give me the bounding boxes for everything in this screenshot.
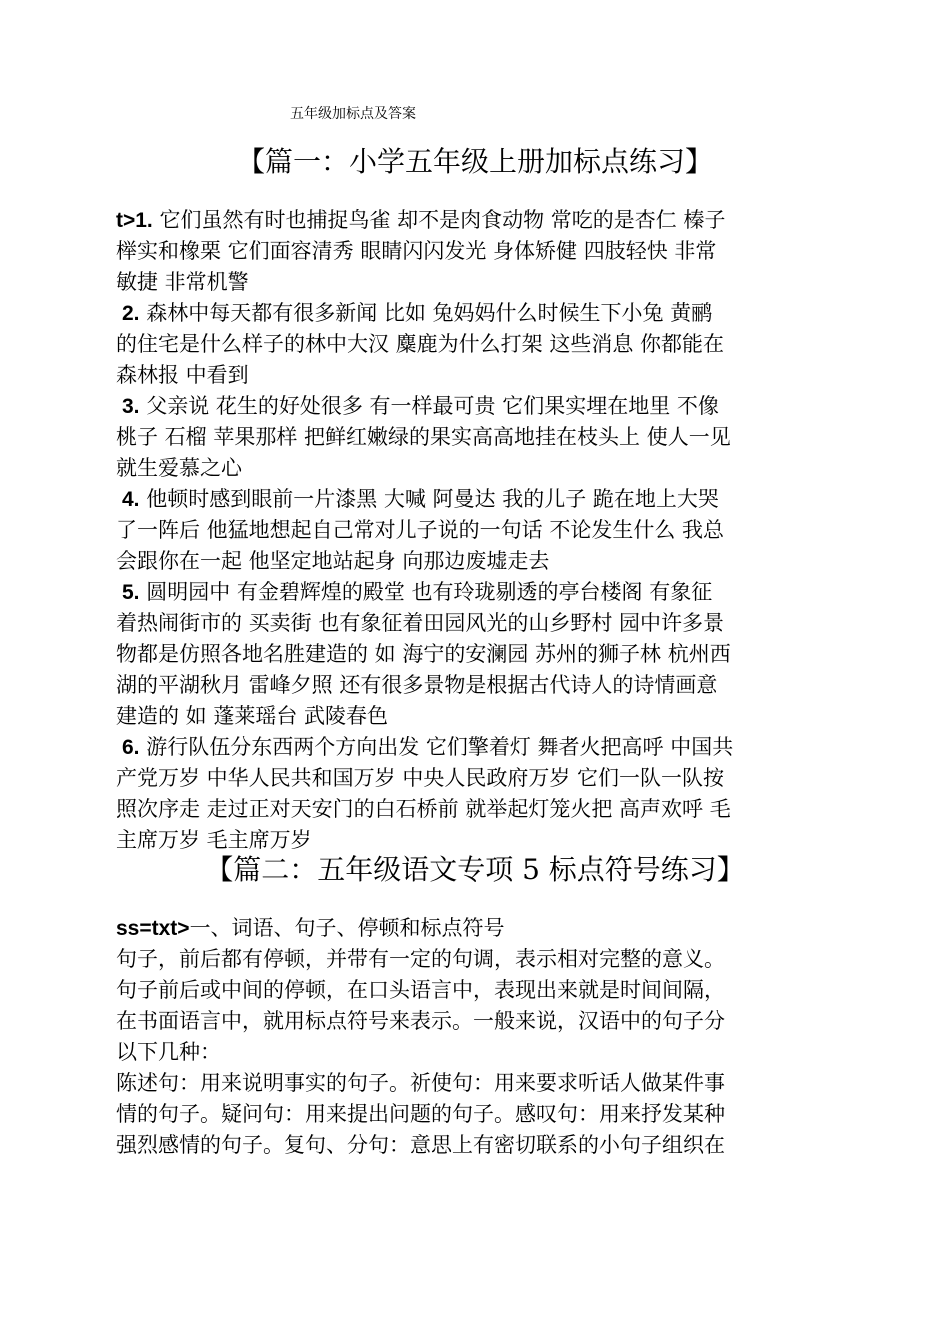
line-text: 父亲说 花生的好处很多 有一样最可贵 它们果实埋在地里 不像	[139, 394, 719, 418]
text-line	[116, 1006, 846, 1037]
text-line	[116, 1130, 846, 1161]
text-line	[116, 484, 846, 515]
line-text: 它们虽然有时也捕捉鸟雀 却不是肉食动物 常吃的是杏仁 榛子	[152, 208, 726, 232]
text-line	[116, 763, 846, 794]
text-line	[116, 1037, 846, 1068]
item-marker: t>1.	[116, 209, 153, 232]
line-text: 着热闹街市的 买卖街 也有象征着田园风光的山乡野村 园中许多景	[116, 611, 725, 635]
line-text: 主席万岁 毛主席万岁	[116, 828, 312, 852]
line-text: 会跟你在一起 他坚定地站起身 向那边废墟走去	[116, 549, 550, 573]
text-line	[116, 267, 846, 298]
line-text: 一、词语、句子、停顿和标点符号	[189, 916, 505, 940]
text-line	[116, 913, 846, 944]
line-text: 桃子 石榴 苹果那样 把鲜红嫩绿的果实高高地挂在枝头上 使人一见	[116, 425, 731, 449]
text-line	[116, 391, 846, 422]
item-marker: 4.	[122, 488, 140, 511]
section-title-1: 【篇一：小学五年级上册加标点练习】	[236, 145, 713, 178]
text-line	[116, 639, 846, 670]
text-line	[116, 546, 846, 577]
line-text: 情的句子。疑问句：用来提出问题的句子。感叹句：用来抒发某种	[116, 1102, 725, 1126]
line-text: 游行队伍分东西两个方向出发 它们擎着灯 舞者火把高呼 中国共	[139, 735, 734, 759]
text-line	[116, 205, 846, 236]
line-text: 句子，前后都有停顿，并带有一定的句调，表示相对完整的意义。	[116, 947, 725, 971]
text-line	[116, 422, 846, 453]
item-marker: 2.	[122, 302, 140, 325]
section-2-body	[116, 913, 846, 1161]
text-line	[116, 944, 846, 975]
section-title-2: 【篇二：五年级语文专项 5 标点符号练习】	[205, 853, 745, 886]
text-line	[116, 1068, 846, 1099]
line-text: 湖的平湖秋月 雷峰夕照 还有很多景物是根据古代诗人的诗情画意	[116, 673, 718, 697]
text-line	[116, 453, 846, 484]
running-header: 五年级加标点及答案	[290, 106, 416, 122]
line-text: 以下几种：	[116, 1040, 221, 1064]
line-text: 照次序走 走过正对天安门的白石桥前 就举起灯笼火把 高声欢呼 毛	[116, 797, 731, 821]
text-line	[116, 298, 846, 329]
text-line	[116, 794, 846, 825]
line-text: 就生爱慕之心	[116, 456, 242, 480]
text-line	[116, 515, 846, 546]
text-line	[116, 975, 846, 1006]
text-line	[116, 577, 846, 608]
text-line	[116, 732, 846, 763]
text-line	[116, 701, 846, 732]
text-line	[116, 608, 846, 639]
line-text: 圆明园中 有金碧辉煌的殿堂 也有玲珑剔透的亭台楼阁 有象征	[139, 580, 713, 604]
line-text: 敏捷 非常机警	[116, 270, 249, 294]
line-text: 森林报 中看到	[116, 363, 249, 387]
line-text: 了一阵后 他猛地想起自己常对儿子说的一句话 不论发生什么 我总	[116, 518, 725, 542]
section-1-body	[116, 205, 846, 856]
line-text: 榉实和橡栗 它们面容清秀 眼睛闪闪发光 身体矫健 四肢轻快 非常	[116, 239, 717, 263]
text-line	[116, 236, 846, 267]
item-marker: ss=txt>	[116, 917, 190, 940]
line-text: 在书面语言中，就用标点符号来表示。一般来说，汉语中的句子分	[116, 1009, 725, 1033]
text-line	[116, 1099, 846, 1130]
text-line	[116, 670, 846, 701]
item-marker: 5.	[122, 581, 140, 604]
line-text: 产党万岁 中华人民共和国万岁 中央人民政府万岁 它们一队一队按	[116, 766, 725, 790]
line-text: 句子前后或中间的停顿，在口头语言中，表现出来就是时间间隔，	[116, 978, 725, 1002]
item-marker: 6.	[122, 736, 140, 759]
line-text: 建造的 如 蓬莱瑶台 武陵春色	[116, 704, 389, 728]
line-text: 强烈感情的句子。复句、分句：意思上有密切联系的小句子组织在	[116, 1133, 725, 1157]
text-line	[116, 360, 846, 391]
line-text: 物都是仿照各地名胜建造的 如 海宁的安澜园 苏州的狮子林 杭州西	[116, 642, 731, 666]
line-text: 的住宅是什么样子的林中大汉 麋鹿为什么打架 这些消息 你都能在	[116, 332, 725, 356]
line-text: 森林中每天都有很多新闻 比如 兔妈妈什么时候生下小兔 黄鹂	[139, 301, 713, 325]
line-text: 陈述句：用来说明事实的句子。祈使句：用来要求听话人做某件事	[116, 1071, 725, 1095]
item-marker: 3.	[122, 395, 140, 418]
text-line	[116, 329, 846, 360]
line-text: 他顿时感到眼前一片漆黑 大喊 阿曼达 我的儿子 跪在地上大哭	[139, 487, 719, 511]
